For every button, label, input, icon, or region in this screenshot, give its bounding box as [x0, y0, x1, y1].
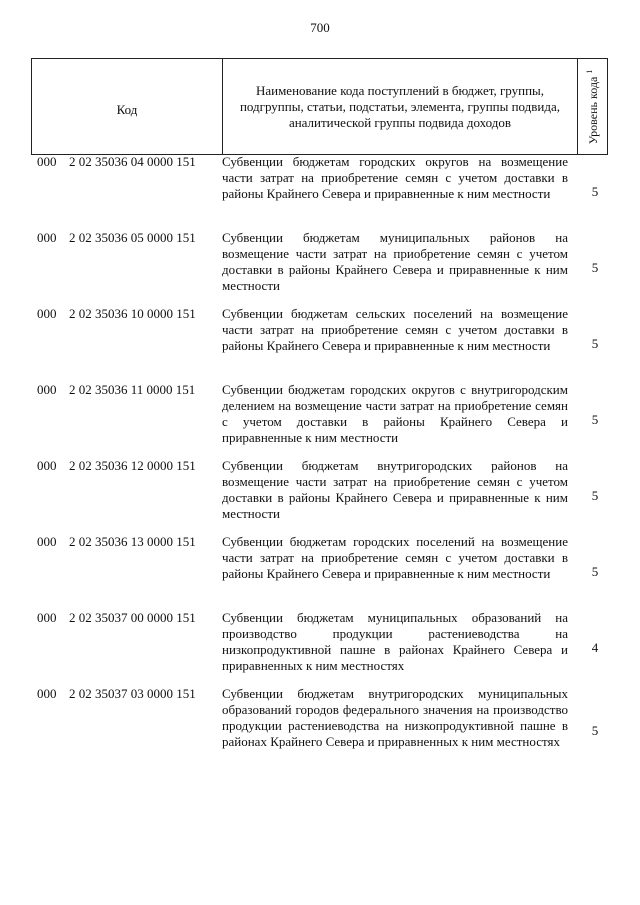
code-name: Субвенции бюджетам городских округов на возмещение части затрат на приобретение семян с учетом доставки в районы Крайнего Севера и приравненные к ним местности: [222, 154, 568, 201]
header-name: Наименование кода поступлений в бюджет, группы, подгруппы, статьи, подстатьи, элемента, группы подвида, аналитической группы подвида доходов: [223, 59, 578, 154]
budget-code: 2 02 35037 03 0000 151: [69, 686, 196, 701]
table-row: [31, 154, 608, 230]
code-level: 5: [591, 488, 599, 503]
code-level: 5: [591, 723, 599, 738]
code-level: 5: [591, 336, 599, 351]
header-code: Код: [32, 59, 223, 154]
budget-code: 2 02 35036 13 0000 151: [69, 534, 196, 549]
budget-code: 2 02 35036 12 0000 151: [69, 458, 196, 473]
code-name: Субвенции бюджетам городских округов с внутригородским делением на возмещение части затрат на приобретение семян с учетом доставки в районы Крайнего Севера и приравненные к ним местности: [222, 382, 568, 445]
header-level-label: Уровень кода: [585, 76, 600, 144]
code-name: Субвенции бюджетам муниципальных образований на производство продукции растениеводства на низкопродуктивной пашне в районах Крайнего Севера и приравненных к ним местностях: [222, 610, 568, 673]
table-body: [31, 154, 608, 776]
admin-code: 000: [37, 306, 57, 321]
budget-code: 2 02 35036 11 0000 151: [69, 382, 196, 397]
code-name: Субвенции бюджетам внутригородских районов на возмещение части затрат на приобретение семян с учетом доставки в районы Крайнего Севера и приравненные к ним местности: [222, 458, 568, 521]
table-row: [31, 306, 608, 382]
budget-code: 2 02 35036 10 0000 151: [69, 306, 196, 321]
code-name: Субвенции бюджетам внутригородских муниципальных образований городов федерального значения на производство продукции растениеводства на низкопродуктивной пашне в районах Крайнего Севера и приравненных к ним местностях: [222, 686, 568, 749]
table-row: [31, 610, 608, 686]
header-level-cell: [578, 59, 607, 154]
code-level: 5: [591, 260, 599, 275]
header-level: [585, 69, 601, 144]
admin-code: 000: [37, 458, 57, 473]
code-name: Субвенции бюджетам муниципальных районов на возмещение части затрат на приобретение семян с учетом доставки в районы Крайнего Севера и приравненные к ним местности: [222, 230, 568, 293]
admin-code: 000: [37, 230, 57, 245]
admin-code: 000: [37, 686, 57, 701]
table-row: [31, 686, 608, 776]
code-level: 5: [591, 412, 599, 427]
budget-code: 2 02 35037 00 0000 151: [69, 610, 196, 625]
code-name: Субвенции бюджетам городских поселений на возмещение части затрат на приобретение семян с учетом доставки в районы Крайнего Севера и приравненные к ним местности: [222, 534, 568, 581]
header-level-footnote: 1: [584, 69, 594, 74]
code-name: Субвенции бюджетам сельских поселений на возмещение части затрат на приобретение семян с учетом доставки в районы Крайнего Севера и приравненные к ним местности: [222, 306, 568, 353]
table-row: [31, 458, 608, 534]
page-number: 700: [310, 20, 330, 35]
budget-code: 2 02 35036 04 0000 151: [69, 154, 196, 169]
admin-code: 000: [37, 382, 57, 397]
table-row: [31, 230, 608, 306]
admin-code: 000: [37, 610, 57, 625]
table-header: [31, 58, 608, 155]
code-level: 5: [591, 184, 599, 199]
admin-code: 000: [37, 534, 57, 549]
code-level: 4: [591, 640, 599, 655]
budget-code: 2 02 35036 05 0000 151: [69, 230, 196, 245]
table-row: [31, 534, 608, 610]
table-row: [31, 382, 608, 458]
code-level: 5: [591, 564, 599, 579]
admin-code: 000: [37, 154, 57, 169]
